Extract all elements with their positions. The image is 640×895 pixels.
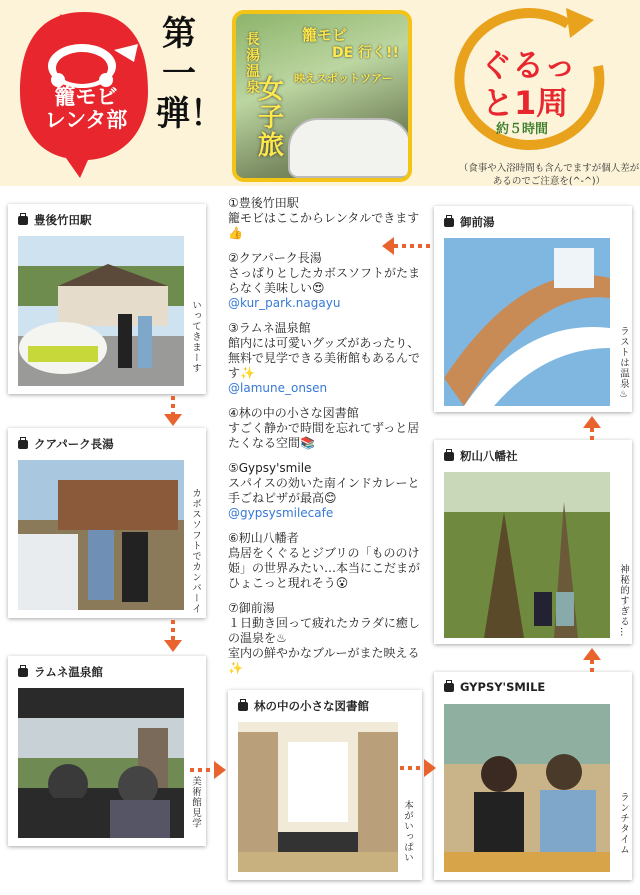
route-item: ③ラムネ温泉館 館内には可愛いグッズがあったり、無料で見学できる美術館もあるんです✨ @lamune_onsen (228, 321, 428, 396)
logo-line-1: 籠モビ (54, 85, 118, 109)
card-caption: 美術館見学 (190, 776, 201, 829)
card-title: GYPSY'SMILE (444, 680, 545, 694)
card-lamune-onsen (8, 656, 206, 846)
arrow-right-icon (424, 759, 436, 777)
isshu-label: と1周 (482, 84, 569, 122)
card-kur-park (8, 428, 206, 618)
card-gozenyu (434, 206, 632, 412)
route-item: ④林の中の小さな図書館 すごく静かで時間を忘れてずっと居たくなる空間📚 (228, 406, 420, 450)
route-arrow-dots (590, 660, 594, 672)
card-caption: カボスソフトでカンパーイ (190, 488, 201, 614)
card-title: クアパーク長湯 (18, 436, 114, 452)
route-arrow-dots (190, 768, 216, 772)
route-item: ⑦御前湯 １日動き回って疲れたカラダに癒しの温泉を♨ 室内の鮮やかなブルーがまた映える✨ (228, 601, 420, 675)
bag-icon (18, 668, 28, 677)
arrow-up-icon (583, 648, 601, 660)
thumb-line-1: 籠モビ (302, 26, 348, 44)
photo-lamune (18, 688, 184, 838)
car-illustration (288, 118, 412, 178)
arrow-left-icon (382, 237, 394, 255)
logo-small-label: レンタカー (58, 12, 113, 25)
photo-gypsysmile (444, 704, 610, 872)
route-item: ⑥籾山八幡者 鳥居をくぐるとジブリの「もののけ姫」の世界みたい…本当にこだまがひょこっと現れそう😮 (228, 531, 421, 590)
logo-line-2: レンタ部 (44, 108, 128, 132)
bag-icon (444, 452, 454, 461)
instagram-handle[interactable]: @gypsysmilecafe (228, 506, 334, 520)
bag-icon (18, 216, 28, 225)
card-title: 豊後竹田駅 (18, 212, 92, 228)
duration-note: （食事や入浴時間も含んでますが個人差があるのでご注意を(^-^)） (458, 163, 640, 187)
duration-label: 約５時間 (496, 122, 549, 137)
gurutto-label: ぐるっ (480, 46, 577, 84)
header-banner (0, 0, 640, 186)
bag-icon (444, 218, 454, 227)
route-item: ②クアパーク長湯 さっぱりとしたカボスソフトがたまらなく美味しい😍 @kur_park.nagayu (228, 251, 428, 311)
card-title: ラムネ温泉館 (18, 664, 103, 680)
card-title: 林の中の小さな図書館 (238, 698, 369, 714)
photo-library (238, 722, 398, 872)
cover-thumbnail (232, 10, 412, 182)
card-library (228, 690, 422, 880)
photo-station (18, 236, 184, 386)
route-arrow-dots (400, 766, 426, 770)
route-arrow-dots (171, 396, 175, 416)
card-caption: 本がいっぱい (402, 800, 413, 863)
card-bungo-takeda (8, 204, 206, 394)
card-gypsysmile (434, 672, 632, 880)
route-arrow-dots (394, 244, 430, 248)
thumb-big-label: 女子旅 (258, 75, 285, 161)
arrow-down-icon (164, 640, 182, 652)
photo-shrine-forest (444, 472, 610, 638)
route-arrow-dots (171, 620, 175, 642)
instagram-handle[interactable]: @kur_park.nagayu (228, 296, 341, 310)
arrow-up-icon (583, 416, 601, 428)
instagram-handle[interactable]: @lamune_onsen (228, 381, 328, 395)
card-title: 籾山八幡社 (444, 448, 518, 464)
card-caption: ランチタイム (618, 792, 629, 855)
route-list (228, 196, 428, 686)
bag-icon (238, 702, 248, 711)
bag-icon (444, 683, 454, 692)
photo-onsen-interior (444, 238, 610, 406)
card-caption: いってきまーす (190, 300, 201, 374)
route-item: ⑤Gypsy'smile スパイスの効いた南インドカレーと手ごねピザが最高😊 @gypsysmilecafe (228, 461, 428, 521)
thumb-tour-label: 映えスポットツアー (294, 72, 393, 85)
card-title: 御前湯 (444, 214, 495, 230)
card-momiyama-hachimansha (434, 440, 632, 644)
arrow-down-icon (164, 414, 182, 426)
volume-title: 第一弾！ (156, 14, 224, 134)
card-caption: 神秘的すぎる… (618, 564, 629, 638)
thumb-line-2: DE 行く!! (332, 45, 399, 61)
card-caption: ラストは温泉♨ (618, 326, 629, 401)
route-arrow-dots (590, 428, 594, 442)
bag-icon (18, 440, 28, 449)
logo-text (36, 86, 136, 132)
photo-kur-park (18, 460, 184, 610)
thumb-side-label: 長湯温泉 (246, 32, 260, 96)
arrow-right-icon (214, 761, 226, 779)
route-item: ①豊後竹田駅 籠モビはここからレンタルできます👍 (228, 196, 420, 240)
